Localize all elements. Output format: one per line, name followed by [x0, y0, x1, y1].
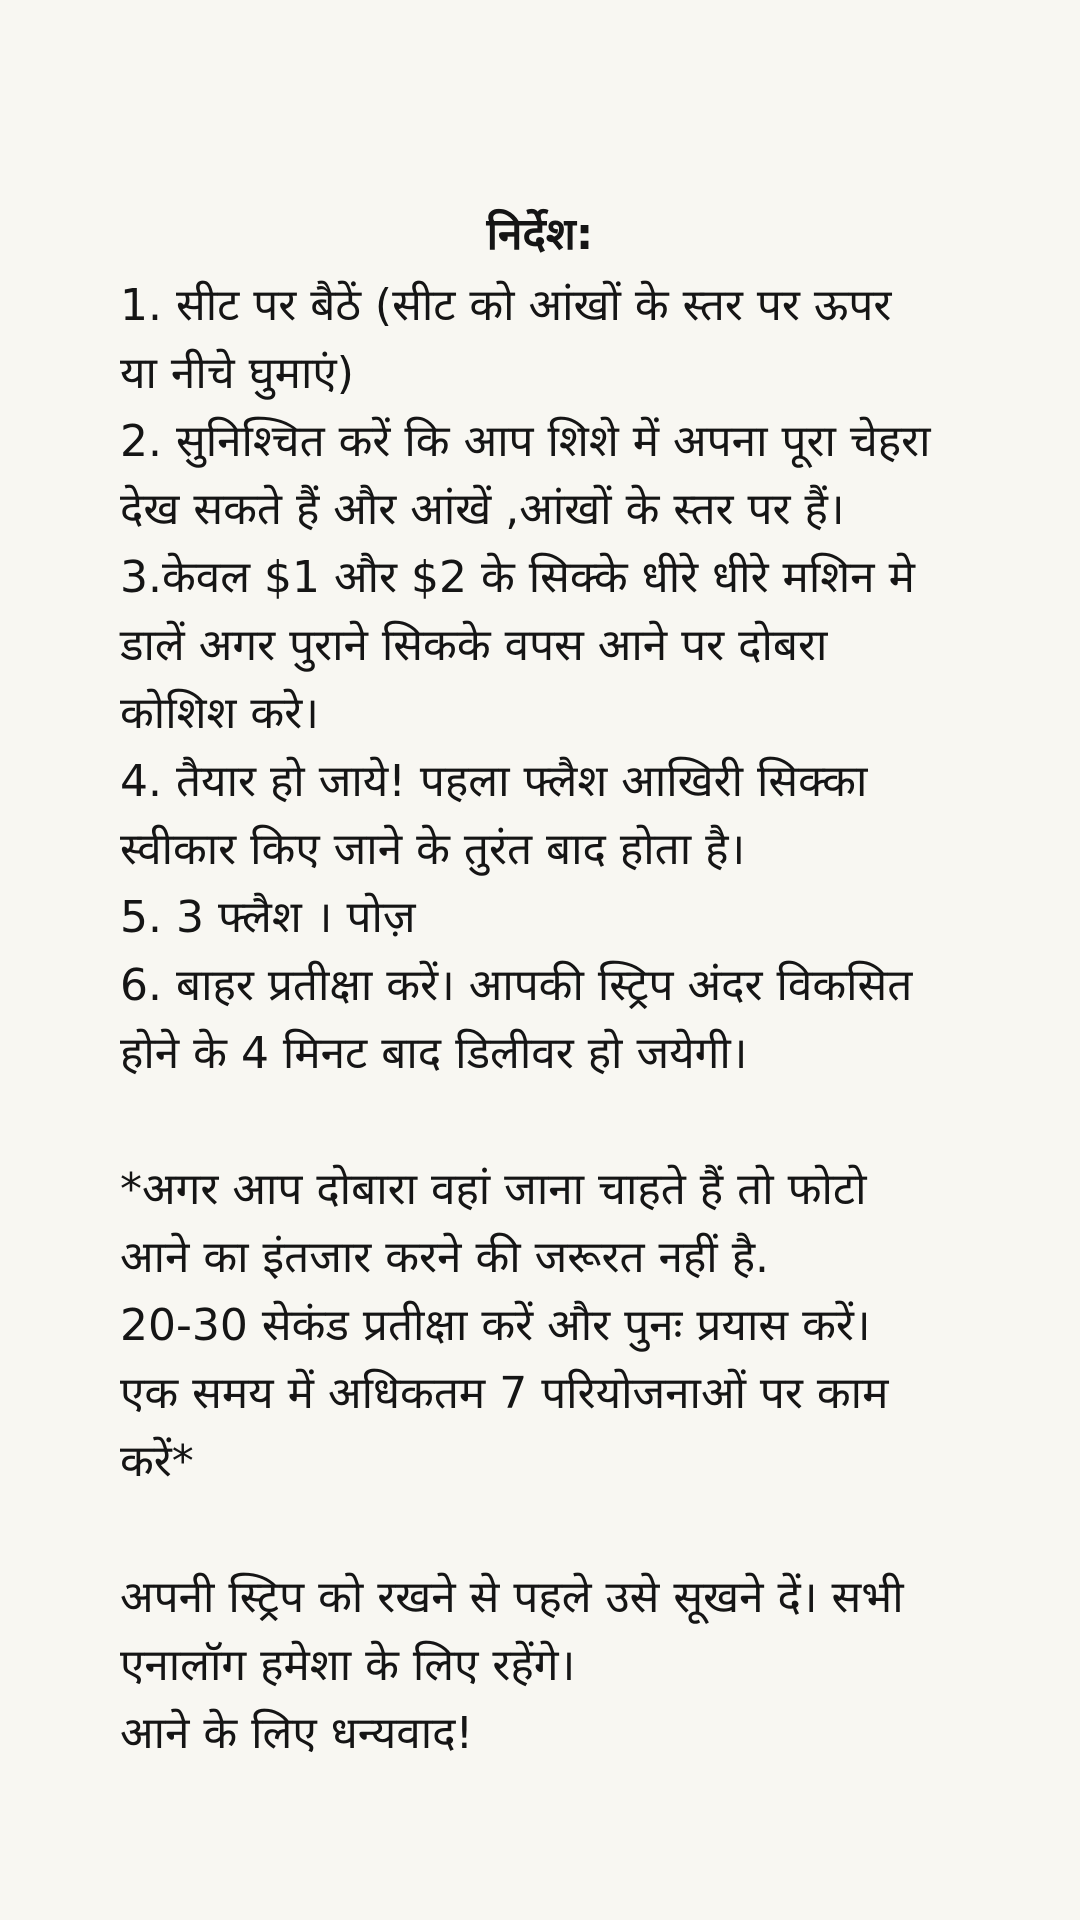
- photo-note: [120, 1156, 960, 1496]
- instruction-line-2a: 2. सुनिश्चित करें कि आप शिशे में अपना पूरा चेहरा: [120, 416, 931, 467]
- closing-line-3: आने के लिए धन्यवाद!: [120, 1708, 474, 1759]
- instruction-line-6b: होने के 4 मिनट बाद डिलीवर हो जयेगी।: [120, 1028, 748, 1079]
- instructions-list: [120, 272, 960, 1088]
- note-line-3: 20-30 सेकंड प्रतीक्षा करें और पुनः प्रयास करें।: [120, 1300, 871, 1351]
- instruction-document: [120, 205, 960, 1768]
- section-spacer: [120, 1088, 960, 1156]
- note-line-5: करें*: [120, 1436, 194, 1487]
- instruction-line-4b: स्वीकार किए जाने के तुरंत बाद होता है।: [120, 824, 746, 875]
- instruction-line-6a: 6. बाहर प्रतीक्षा करें। आपकी स्ट्रिप अंदर विकसित: [120, 960, 913, 1011]
- closing-line-2: एनालॉग हमेशा के लिए रहेंगे।: [120, 1640, 576, 1691]
- closing-line-1: अपनी स्ट्रिप को रखने से पहले उसे सूखने दें। सभी: [120, 1572, 904, 1623]
- instruction-line-2b: देख सकते हैं और आंखें ,आंखों के स्तर पर हैं।: [120, 484, 845, 535]
- instruction-line-5: 5. 3 फ्लैश । पोज़: [120, 892, 416, 943]
- instruction-line-3b: डालें अगर पुराने सिकके वपस आने पर दोबरा: [120, 620, 828, 671]
- instruction-line-1b: या नीचे घुमाएं): [120, 348, 354, 399]
- note-line-4: एक समय में अधिकतम 7 परियोजनाओं पर काम: [120, 1368, 889, 1419]
- closing-message: [120, 1564, 960, 1768]
- instruction-line-1a: 1. सीट पर बैठें (सीट को आंखों के स्तर पर ऊपर: [120, 280, 892, 331]
- instructions-title: निर्देश:: [486, 209, 594, 260]
- note-line-2: आने का इंतजार करने की जरूरत नहीं है.: [120, 1232, 770, 1283]
- section-spacer: [120, 1496, 960, 1564]
- note-line-1: *अगर आप दोबारा वहां जाना चाहते हैं तो फोटो: [120, 1164, 867, 1215]
- instruction-line-3a: 3.केवल $1 और $2 के सिक्के धीरे धीरे मशिन मे: [120, 552, 915, 603]
- instruction-line-3c: कोशिश करे।: [120, 688, 319, 739]
- instruction-line-4a: 4. तैयार हो जाये! पहला फ्लैश आखिरी सिक्का: [120, 756, 868, 807]
